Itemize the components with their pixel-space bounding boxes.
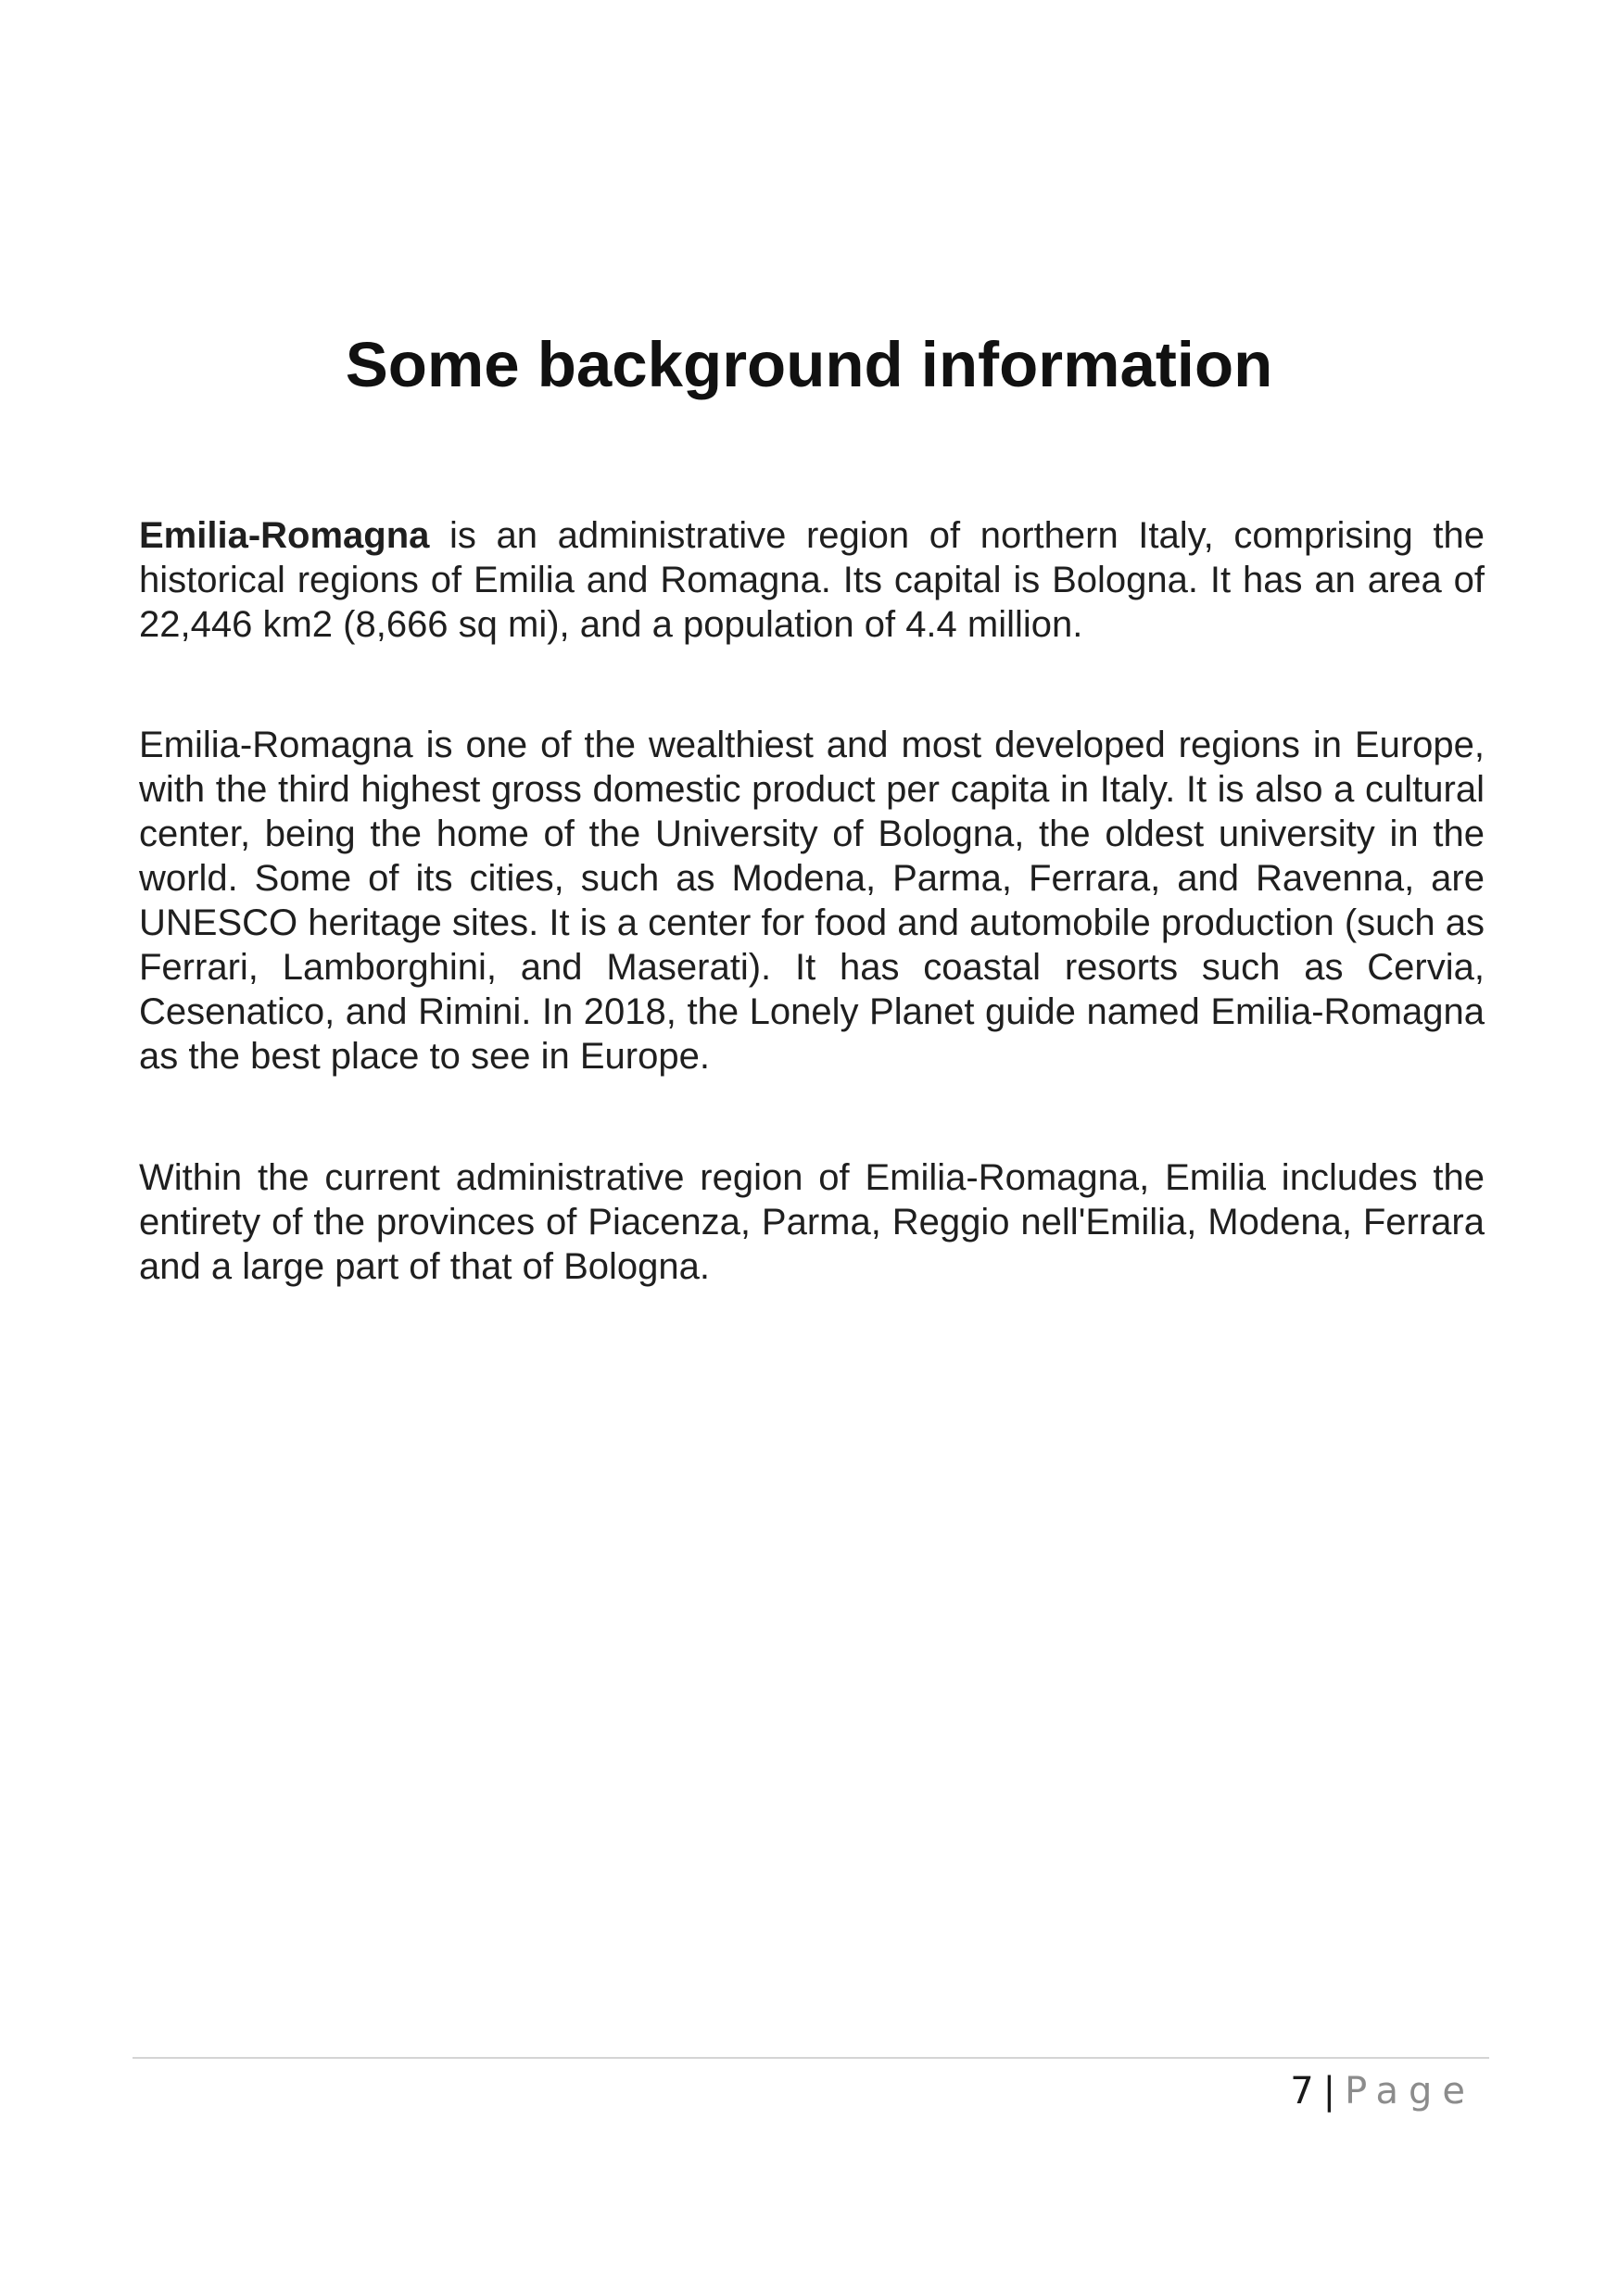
paragraph-intro — [139, 513, 1485, 647]
paragraph-emilia-provinces: Within the current administrative region of Emilia-Romagna, Emilia includes the entirety of the provinces of Piacenza, Parma, Reggio nell'Emilia, Modena, Ferrara and a large part of that of Bologna. — [139, 1157, 1485, 1287]
lead-term-emilia-romagna: Emilia-Romagna — [139, 515, 430, 556]
footer-divider — [133, 2057, 1489, 2059]
paragraph-economy-culture: Emilia-Romagna is one of the wealthiest and most developed regions in Europe, with the third highest gross domestic product per capita in Italy. It is also a cultural center, being the home of the University of Bologna, the oldest university in the world. Some of its cities, such as Modena, Parma, Ferrara, and Ravenna, are UNESCO heritage sites. It is a center for food and automobile production (such as Ferrari, Lamborghini, and Maserati). It has coastal resorts such as Cervia, Cesenatico, and Rimini. In 2018, the Lonely Planet guide named Emilia-Romagna as the best place to see in Europe. — [139, 725, 1485, 1077]
page-separator: | — [1322, 2070, 1336, 2113]
paragraph-intro-text: is an administrative region of northern Italy, comprising the historical regions of Emilia and Romagna. Its capital is Bologna. It has an area of 22,446 km2 (8,666 sq mi), and a population of 4.4 million. — [139, 515, 1485, 645]
page-label: Page — [1345, 2070, 1475, 2113]
page-number: 7 — [1290, 2070, 1314, 2113]
page-footer — [1290, 2067, 1475, 2115]
page-title: Some background information — [345, 329, 1273, 400]
